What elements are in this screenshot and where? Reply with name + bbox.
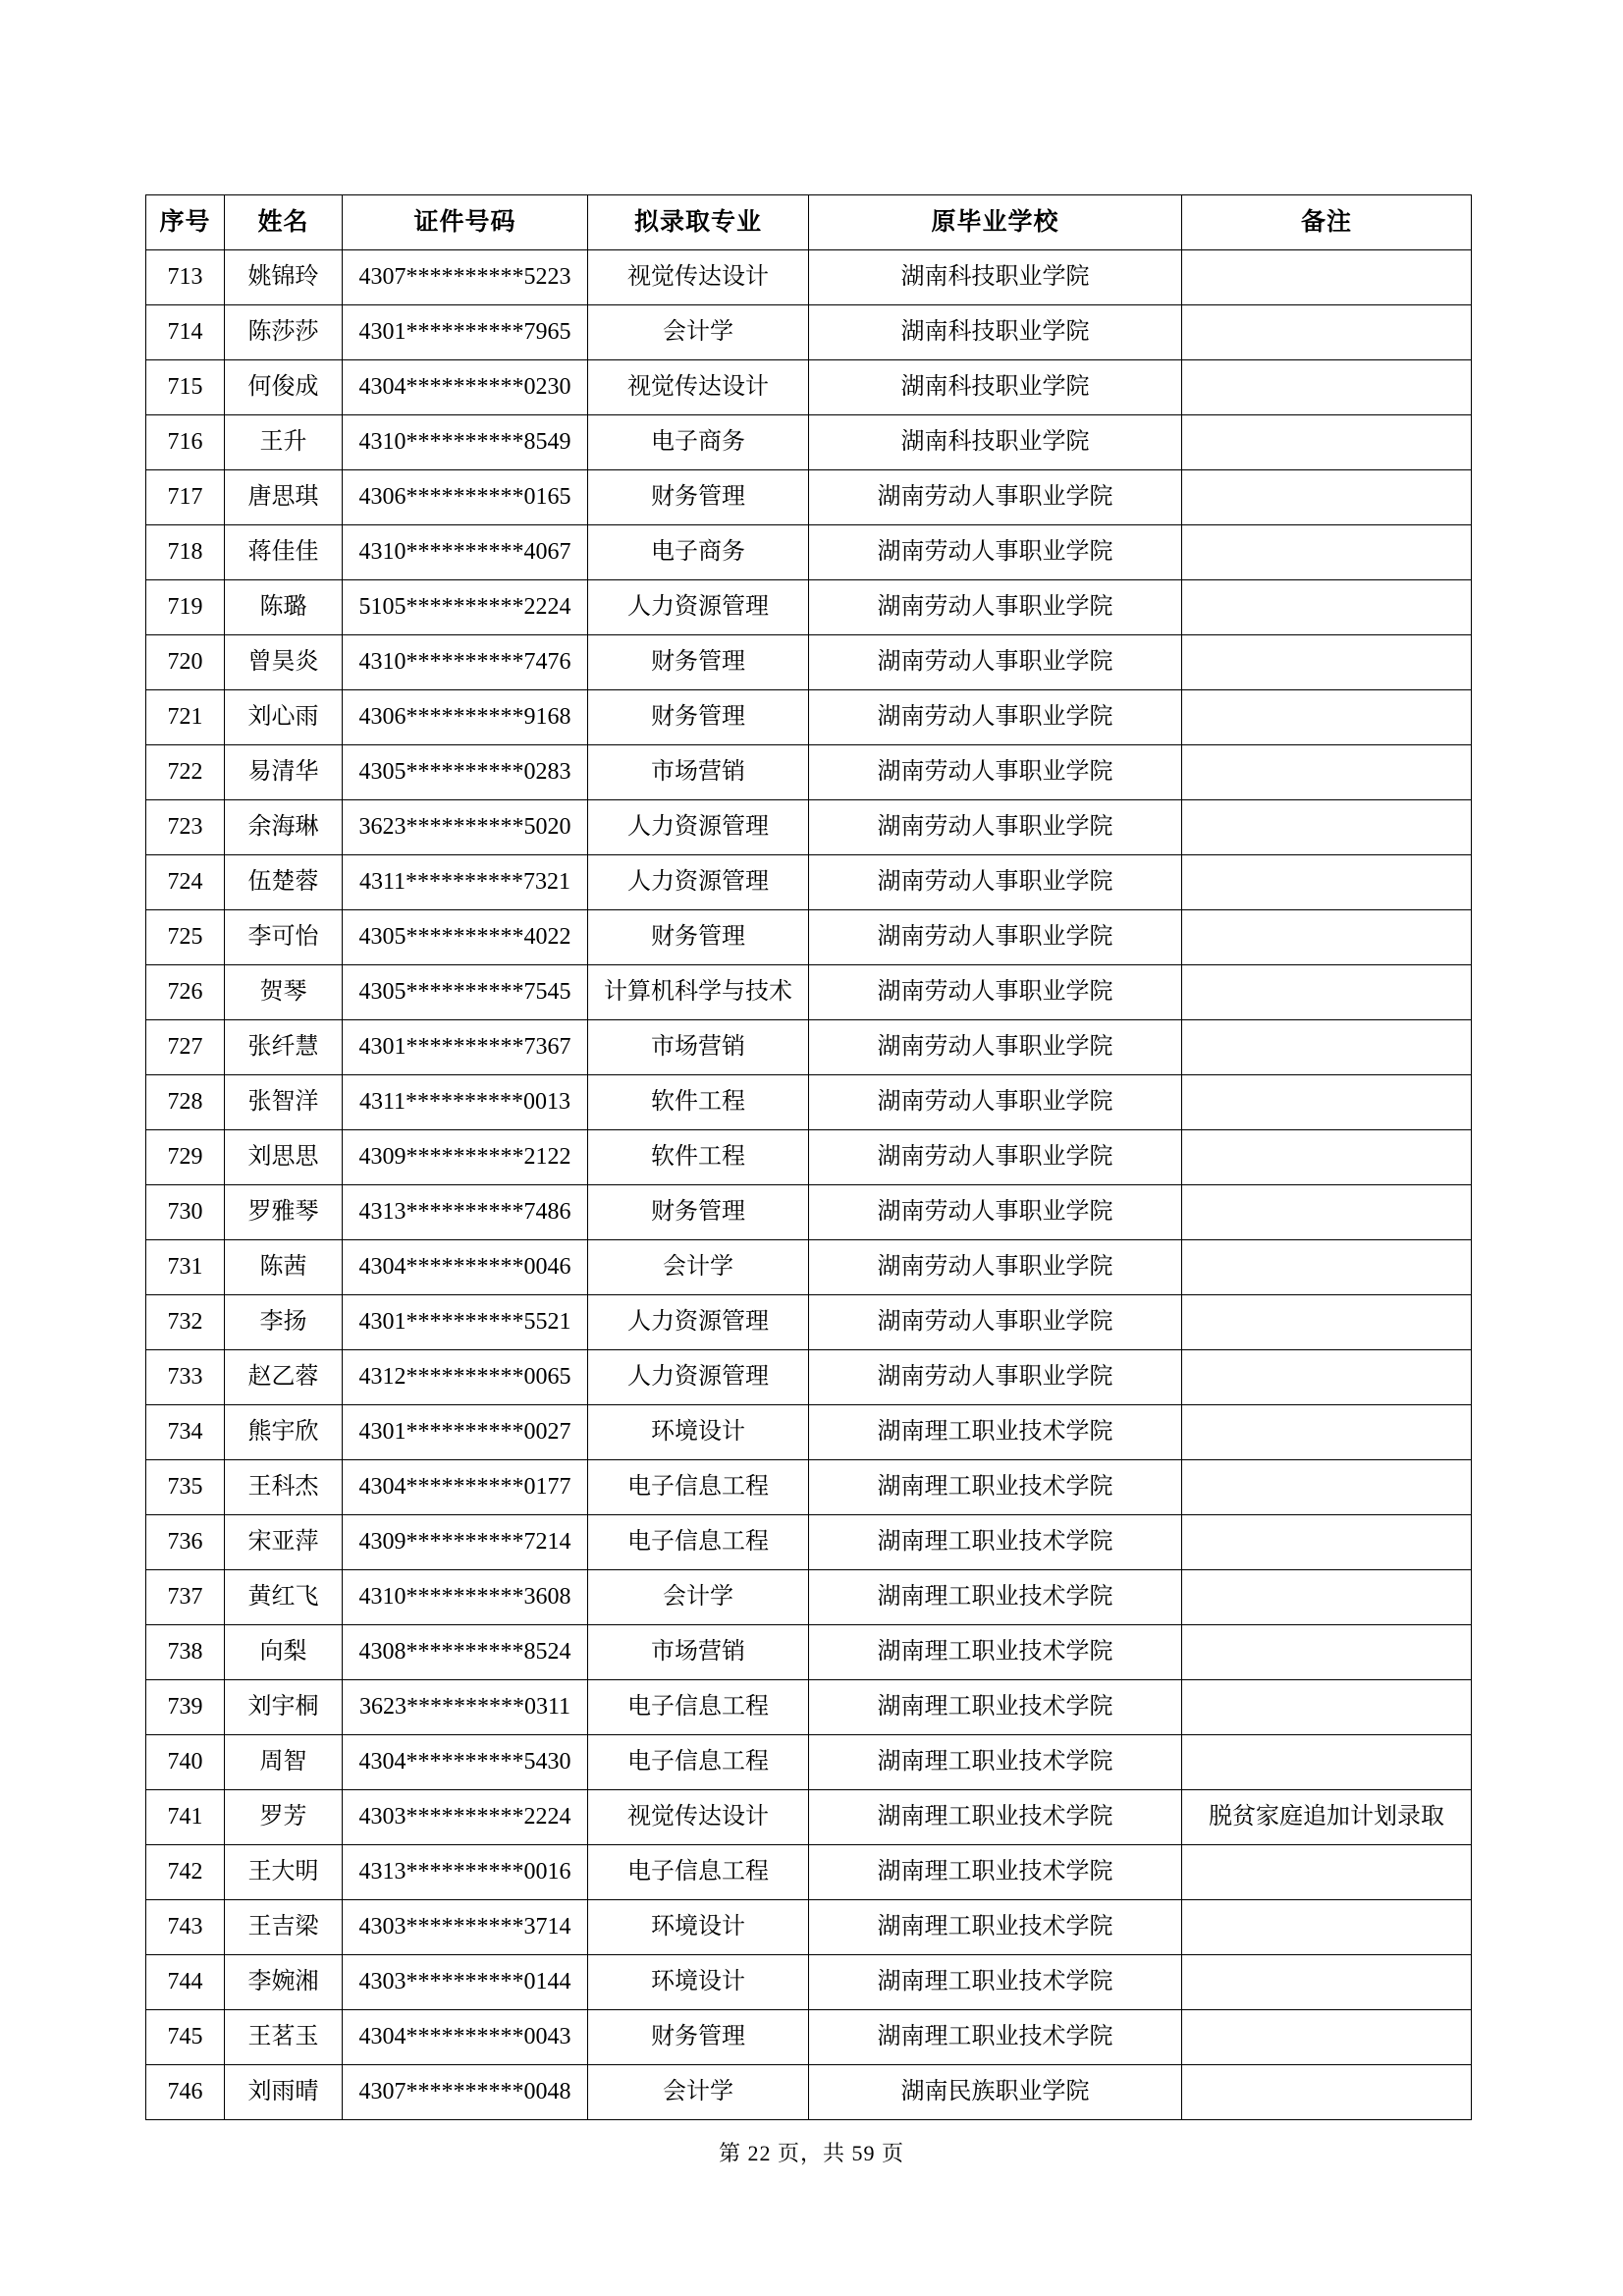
cell-original-school: 湖南理工职业技术学院: [809, 1845, 1182, 1900]
cell-intended-major: 视觉传达设计: [588, 250, 809, 305]
cell-sequence: 724: [146, 855, 225, 910]
cell-sequence: 730: [146, 1185, 225, 1240]
cell-id-number: 4301**********0027: [343, 1405, 588, 1460]
cell-id-number: 4313**********7486: [343, 1185, 588, 1240]
cell-sequence: 738: [146, 1625, 225, 1680]
cell-intended-major: 电子信息工程: [588, 1680, 809, 1735]
table-row: [146, 855, 1472, 910]
cell-name: 陈茜: [225, 1240, 343, 1295]
cell-sequence: 736: [146, 1515, 225, 1570]
cell-remark: [1182, 910, 1472, 965]
cell-sequence: 733: [146, 1350, 225, 1405]
cell-name: 易清华: [225, 745, 343, 800]
cell-id-number: 4310**********3608: [343, 1570, 588, 1625]
cell-id-number: 4306**********9168: [343, 690, 588, 745]
column-header-id-number: 证件号码: [343, 195, 588, 250]
cell-id-number: 4303**********2224: [343, 1790, 588, 1845]
table-row: [146, 1790, 1472, 1845]
cell-id-number: 4309**********7214: [343, 1515, 588, 1570]
cell-sequence: 715: [146, 360, 225, 415]
table-row: [146, 2010, 1472, 2065]
table-row: [146, 1240, 1472, 1295]
cell-remark: [1182, 1900, 1472, 1955]
cell-sequence: 745: [146, 2010, 225, 2065]
cell-remark: [1182, 855, 1472, 910]
cell-id-number: 4305**********7545: [343, 965, 588, 1020]
cell-name: 王科杰: [225, 1460, 343, 1515]
cell-id-number: 4301**********7965: [343, 305, 588, 360]
table-row: [146, 580, 1472, 635]
cell-sequence: 729: [146, 1130, 225, 1185]
table-row: [146, 965, 1472, 1020]
cell-id-number: 4307**********5223: [343, 250, 588, 305]
cell-intended-major: 市场营销: [588, 1020, 809, 1075]
cell-sequence: 713: [146, 250, 225, 305]
cell-original-school: 湖南劳动人事职业学院: [809, 1295, 1182, 1350]
cell-name: 周智: [225, 1735, 343, 1790]
cell-intended-major: 财务管理: [588, 2010, 809, 2065]
table-row: [146, 1185, 1472, 1240]
cell-original-school: 湖南科技职业学院: [809, 415, 1182, 470]
cell-name: 唐思琪: [225, 470, 343, 525]
cell-remark: [1182, 1570, 1472, 1625]
table-row: [146, 250, 1472, 305]
table-row: [146, 1735, 1472, 1790]
cell-intended-major: 财务管理: [588, 635, 809, 690]
cell-name: 蒋佳佳: [225, 525, 343, 580]
table-row: [146, 800, 1472, 855]
table-row: [146, 1075, 1472, 1130]
cell-sequence: 746: [146, 2065, 225, 2120]
cell-remark: [1182, 635, 1472, 690]
cell-original-school: 湖南劳动人事职业学院: [809, 580, 1182, 635]
cell-id-number: 4304**********0177: [343, 1460, 588, 1515]
column-header-intended-major: 拟录取专业: [588, 195, 809, 250]
cell-id-number: 4310**********7476: [343, 635, 588, 690]
column-header-name: 姓名: [225, 195, 343, 250]
cell-sequence: 717: [146, 470, 225, 525]
page-footer: 第 22 页，共 59 页: [718, 2141, 904, 2165]
admission-roster-table: [145, 194, 1472, 2120]
cell-name: 王大明: [225, 1845, 343, 1900]
cell-sequence: 735: [146, 1460, 225, 1515]
cell-id-number: 4309**********2122: [343, 1130, 588, 1185]
cell-sequence: 723: [146, 800, 225, 855]
cell-name: 刘心雨: [225, 690, 343, 745]
cell-name: 刘思思: [225, 1130, 343, 1185]
cell-intended-major: 财务管理: [588, 910, 809, 965]
cell-original-school: 湖南劳动人事职业学院: [809, 1240, 1182, 1295]
table-row: [146, 470, 1472, 525]
cell-original-school: 湖南劳动人事职业学院: [809, 1185, 1182, 1240]
table-row: [146, 1570, 1472, 1625]
cell-remark: [1182, 2010, 1472, 2065]
cell-original-school: 湖南民族职业学院: [809, 2065, 1182, 2120]
cell-id-number: 4312**********0065: [343, 1350, 588, 1405]
cell-remark: [1182, 745, 1472, 800]
cell-original-school: 湖南劳动人事职业学院: [809, 1130, 1182, 1185]
table-row: [146, 525, 1472, 580]
cell-original-school: 湖南劳动人事职业学院: [809, 525, 1182, 580]
table-row: [146, 1900, 1472, 1955]
cell-name: 王升: [225, 415, 343, 470]
cell-name: 张智洋: [225, 1075, 343, 1130]
cell-original-school: 湖南劳动人事职业学院: [809, 1350, 1182, 1405]
cell-sequence: 743: [146, 1900, 225, 1955]
cell-remark: [1182, 1955, 1472, 2010]
cell-intended-major: 会计学: [588, 1570, 809, 1625]
cell-name: 赵乙蓉: [225, 1350, 343, 1405]
cell-remark: [1182, 415, 1472, 470]
cell-remark: [1182, 580, 1472, 635]
cell-name: 陈璐: [225, 580, 343, 635]
cell-name: 曾昊炎: [225, 635, 343, 690]
cell-original-school: 湖南劳动人事职业学院: [809, 635, 1182, 690]
table-header-row: [146, 195, 1472, 250]
cell-name: 李扬: [225, 1295, 343, 1350]
cell-id-number: 5105**********2224: [343, 580, 588, 635]
cell-original-school: 湖南劳动人事职业学院: [809, 1075, 1182, 1130]
cell-id-number: 3623**********0311: [343, 1680, 588, 1735]
cell-intended-major: 市场营销: [588, 745, 809, 800]
cell-intended-major: 人力资源管理: [588, 800, 809, 855]
cell-original-school: 湖南理工职业技术学院: [809, 1625, 1182, 1680]
cell-id-number: 4301**********5521: [343, 1295, 588, 1350]
cell-sequence: 742: [146, 1845, 225, 1900]
cell-original-school: 湖南科技职业学院: [809, 250, 1182, 305]
cell-id-number: 4304**********5430: [343, 1735, 588, 1790]
cell-name: 王茗玉: [225, 2010, 343, 2065]
cell-original-school: 湖南理工职业技术学院: [809, 1405, 1182, 1460]
cell-name: 黄红飞: [225, 1570, 343, 1625]
cell-intended-major: 电子商务: [588, 525, 809, 580]
table-row: [146, 910, 1472, 965]
cell-original-school: 湖南理工职业技术学院: [809, 1680, 1182, 1735]
cell-sequence: 728: [146, 1075, 225, 1130]
cell-sequence: 739: [146, 1680, 225, 1735]
cell-intended-major: 会计学: [588, 305, 809, 360]
cell-sequence: 714: [146, 305, 225, 360]
table-row: [146, 745, 1472, 800]
cell-name: 熊宇欣: [225, 1405, 343, 1460]
cell-remark: [1182, 1075, 1472, 1130]
cell-name: 贺琴: [225, 965, 343, 1020]
cell-intended-major: 计算机科学与技术: [588, 965, 809, 1020]
cell-intended-major: 财务管理: [588, 690, 809, 745]
cell-name: 姚锦玲: [225, 250, 343, 305]
cell-name: 陈莎莎: [225, 305, 343, 360]
cell-id-number: 4305**********0283: [343, 745, 588, 800]
cell-sequence: 721: [146, 690, 225, 745]
roster-table-container: [145, 194, 1471, 2120]
cell-remark: [1182, 250, 1472, 305]
cell-remark: [1182, 305, 1472, 360]
cell-id-number: 4303**********3714: [343, 1900, 588, 1955]
cell-id-number: 4313**********0016: [343, 1845, 588, 1900]
table-row: [146, 1955, 1472, 2010]
cell-original-school: 湖南理工职业技术学院: [809, 1900, 1182, 1955]
cell-name: 罗雅琴: [225, 1185, 343, 1240]
cell-original-school: 湖南理工职业技术学院: [809, 1515, 1182, 1570]
cell-original-school: 湖南劳动人事职业学院: [809, 855, 1182, 910]
cell-remark: [1182, 1350, 1472, 1405]
cell-intended-major: 电子信息工程: [588, 1735, 809, 1790]
cell-sequence: 734: [146, 1405, 225, 1460]
cell-id-number: 4311**********7321: [343, 855, 588, 910]
cell-remark: [1182, 525, 1472, 580]
cell-name: 刘宇桐: [225, 1680, 343, 1735]
cell-remark: [1182, 965, 1472, 1020]
cell-intended-major: 会计学: [588, 2065, 809, 2120]
cell-id-number: 4304**********0043: [343, 2010, 588, 2065]
table-row: [146, 1405, 1472, 1460]
cell-remark: [1182, 2065, 1472, 2120]
cell-remark: [1182, 1240, 1472, 1295]
cell-intended-major: 电子信息工程: [588, 1845, 809, 1900]
cell-id-number: 4310**********4067: [343, 525, 588, 580]
cell-intended-major: 人力资源管理: [588, 1295, 809, 1350]
cell-name: 伍楚蓉: [225, 855, 343, 910]
cell-remark: [1182, 690, 1472, 745]
cell-id-number: 4303**********0144: [343, 1955, 588, 2010]
table-row: [146, 1350, 1472, 1405]
table-row: [146, 1680, 1472, 1735]
table-body: [146, 250, 1472, 2120]
cell-intended-major: 视觉传达设计: [588, 360, 809, 415]
cell-id-number: 4301**********7367: [343, 1020, 588, 1075]
cell-intended-major: 软件工程: [588, 1130, 809, 1185]
cell-sequence: 732: [146, 1295, 225, 1350]
cell-intended-major: 人力资源管理: [588, 580, 809, 635]
cell-sequence: 719: [146, 580, 225, 635]
cell-name: 李婉湘: [225, 1955, 343, 2010]
cell-original-school: 湖南理工职业技术学院: [809, 1570, 1182, 1625]
table-row: [146, 1515, 1472, 1570]
cell-remark: [1182, 1845, 1472, 1900]
cell-sequence: 725: [146, 910, 225, 965]
cell-remark: [1182, 800, 1472, 855]
cell-intended-major: 环境设计: [588, 1405, 809, 1460]
cell-original-school: 湖南劳动人事职业学院: [809, 1020, 1182, 1075]
cell-remark: [1182, 470, 1472, 525]
table-row: [146, 1460, 1472, 1515]
column-header-sequence: 序号: [146, 195, 225, 250]
cell-id-number: 3623**********5020: [343, 800, 588, 855]
cell-name: 张纤慧: [225, 1020, 343, 1075]
table-row: [146, 1845, 1472, 1900]
cell-original-school: 湖南理工职业技术学院: [809, 1955, 1182, 2010]
cell-remark: [1182, 1735, 1472, 1790]
cell-intended-major: 市场营销: [588, 1625, 809, 1680]
cell-remark: [1182, 1295, 1472, 1350]
table-row: [146, 1130, 1472, 1185]
cell-remark: [1182, 1130, 1472, 1185]
cell-intended-major: 财务管理: [588, 470, 809, 525]
cell-id-number: 4311**********0013: [343, 1075, 588, 1130]
cell-intended-major: 财务管理: [588, 1185, 809, 1240]
cell-original-school: 湖南劳动人事职业学院: [809, 800, 1182, 855]
cell-intended-major: 人力资源管理: [588, 855, 809, 910]
table-row: [146, 1020, 1472, 1075]
cell-original-school: 湖南理工职业技术学院: [809, 2010, 1182, 2065]
cell-id-number: 4307**********0048: [343, 2065, 588, 2120]
cell-original-school: 湖南劳动人事职业学院: [809, 965, 1182, 1020]
cell-remark: [1182, 360, 1472, 415]
cell-remark: [1182, 1515, 1472, 1570]
table-row: [146, 1295, 1472, 1350]
cell-remark: [1182, 1625, 1472, 1680]
cell-intended-major: 电子商务: [588, 415, 809, 470]
cell-sequence: 731: [146, 1240, 225, 1295]
table-row: [146, 690, 1472, 745]
cell-id-number: 4304**********0230: [343, 360, 588, 415]
cell-name: 向梨: [225, 1625, 343, 1680]
table-row: [146, 305, 1472, 360]
cell-id-number: 4304**********0046: [343, 1240, 588, 1295]
cell-intended-major: 人力资源管理: [588, 1350, 809, 1405]
cell-intended-major: 电子信息工程: [588, 1460, 809, 1515]
cell-sequence: 727: [146, 1020, 225, 1075]
table-row: [146, 2065, 1472, 2120]
table-row: [146, 635, 1472, 690]
cell-remark: 脱贫家庭追加计划录取: [1182, 1790, 1472, 1845]
cell-intended-major: 环境设计: [588, 1955, 809, 2010]
column-header-original-school: 原毕业学校: [809, 195, 1182, 250]
table-header: [146, 195, 1472, 250]
cell-id-number: 4305**********4022: [343, 910, 588, 965]
cell-name: 李可怡: [225, 910, 343, 965]
cell-intended-major: 视觉传达设计: [588, 1790, 809, 1845]
cell-intended-major: 软件工程: [588, 1075, 809, 1130]
cell-original-school: 湖南劳动人事职业学院: [809, 690, 1182, 745]
column-header-remark: 备注: [1182, 195, 1472, 250]
cell-sequence: 716: [146, 415, 225, 470]
cell-original-school: 湖南理工职业技术学院: [809, 1790, 1182, 1845]
cell-id-number: 4306**********0165: [343, 470, 588, 525]
cell-remark: [1182, 1020, 1472, 1075]
cell-intended-major: 电子信息工程: [588, 1515, 809, 1570]
cell-sequence: 726: [146, 965, 225, 1020]
cell-original-school: 湖南理工职业技术学院: [809, 1460, 1182, 1515]
cell-remark: [1182, 1680, 1472, 1735]
cell-name: 王吉梁: [225, 1900, 343, 1955]
cell-sequence: 744: [146, 1955, 225, 2010]
cell-intended-major: 环境设计: [588, 1900, 809, 1955]
cell-original-school: 湖南科技职业学院: [809, 360, 1182, 415]
table-row: [146, 1625, 1472, 1680]
cell-intended-major: 会计学: [588, 1240, 809, 1295]
cell-id-number: 4308**********8524: [343, 1625, 588, 1680]
cell-remark: [1182, 1405, 1472, 1460]
table-row: [146, 415, 1472, 470]
cell-id-number: 4310**********8549: [343, 415, 588, 470]
cell-original-school: 湖南科技职业学院: [809, 305, 1182, 360]
cell-remark: [1182, 1460, 1472, 1515]
cell-original-school: 湖南理工职业技术学院: [809, 1735, 1182, 1790]
cell-name: 何俊成: [225, 360, 343, 415]
cell-remark: [1182, 1185, 1472, 1240]
cell-original-school: 湖南劳动人事职业学院: [809, 910, 1182, 965]
cell-sequence: 720: [146, 635, 225, 690]
cell-sequence: 722: [146, 745, 225, 800]
cell-sequence: 741: [146, 1790, 225, 1845]
cell-original-school: 湖南劳动人事职业学院: [809, 470, 1182, 525]
table-row: [146, 360, 1472, 415]
cell-name: 余海琳: [225, 800, 343, 855]
cell-original-school: 湖南劳动人事职业学院: [809, 745, 1182, 800]
cell-name: 宋亚萍: [225, 1515, 343, 1570]
cell-sequence: 718: [146, 525, 225, 580]
cell-sequence: 740: [146, 1735, 225, 1790]
cell-name: 罗芳: [225, 1790, 343, 1845]
cell-name: 刘雨晴: [225, 2065, 343, 2120]
cell-sequence: 737: [146, 1570, 225, 1625]
